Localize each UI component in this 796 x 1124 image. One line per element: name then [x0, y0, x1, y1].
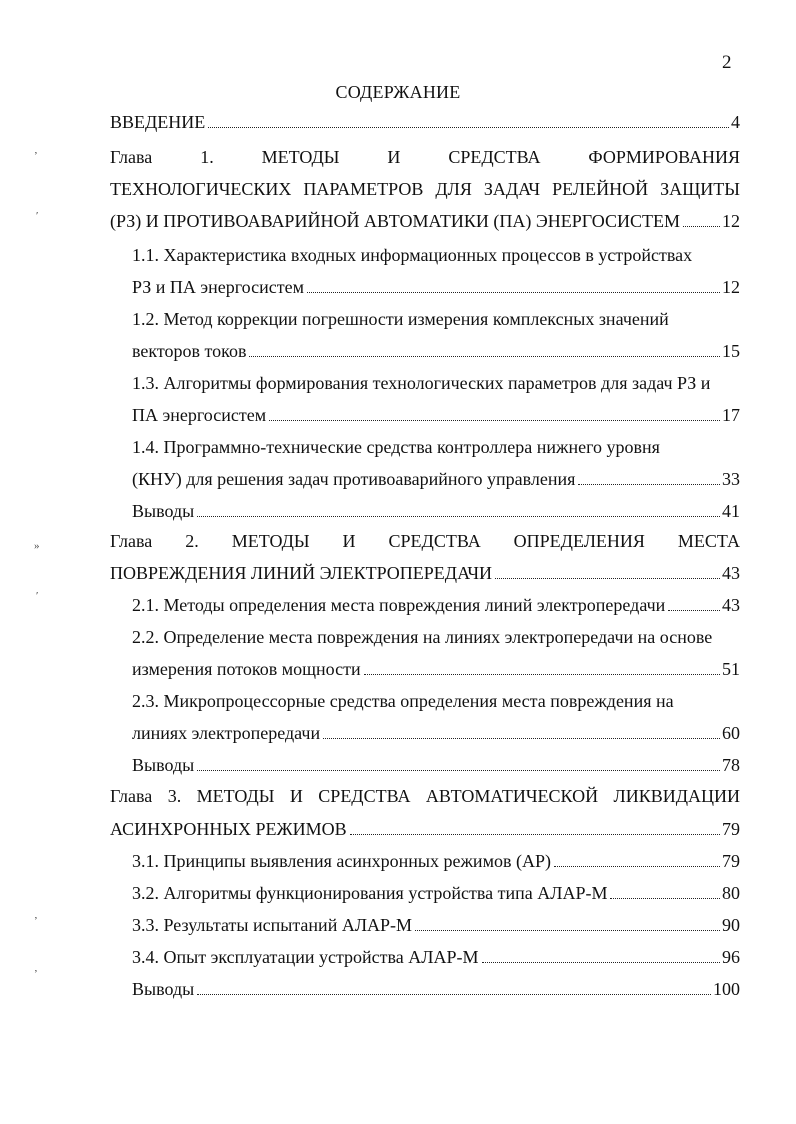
toc-chapter-3[interactable] [110, 780, 740, 846]
dot-leader [610, 898, 720, 899]
dot-leader [495, 578, 720, 579]
chapter-heading-line: ТЕХНОЛОГИЧЕСКИХ ПАРАМЕТРОВ ДЛЯ ЗАДАЧ РЕЛЕЙНОЙ ЗАЩИТЫ [110, 179, 740, 199]
chapter-heading-line: Глава 3. МЕТОДЫ И СРЕДСТВА АВТОМАТИЧЕСКОЙ ЛИКВИДАЦИИ [110, 786, 740, 806]
toc-title: СОДЕРЖАНИЕ [335, 82, 461, 102]
dot-leader [208, 127, 729, 128]
toc-conclusions-1[interactable]: Выводы 41 [132, 501, 740, 521]
chapter-heading-last-line: ПОВРЕЖДЕНИЯ ЛИНИЙ ЭЛЕКТРОПЕРЕДАЧИ 43 [110, 563, 740, 583]
dot-leader [197, 994, 711, 995]
table-of-contents [110, 112, 740, 1004]
dot-leader [350, 834, 720, 835]
toc-section-1-1[interactable]: 1.1. Характеристика входных информационных процессов в устройствах РЗ и ПА энергосистем 12 [132, 245, 740, 297]
dot-leader [415, 930, 720, 931]
toc-section-2-3[interactable]: 2.3. Микропроцессорные средства определения места повреждения на линиях электропередачи 60 [132, 691, 740, 743]
toc-conclusions-2[interactable]: Выводы 78 [132, 755, 740, 775]
dot-leader [269, 420, 720, 421]
dot-leader [197, 770, 720, 771]
toc-section-3-3[interactable]: 3.3. Результаты испытаний АЛАР-М 90 [132, 915, 740, 935]
toc-section-1-2[interactable]: 1.2. Метод коррекции погрешности измерения комплексных значений векторов токов 15 [132, 309, 740, 361]
chapter-heading-line: Глава 1. МЕТОДЫ И СРЕДСТВА ФОРМИРОВАНИЯ [110, 147, 740, 167]
toc-chapter-2[interactable] [110, 526, 740, 590]
dot-leader [578, 484, 720, 485]
toc-section-3-1[interactable]: 3.1. Принципы выявления асинхронных режимов (АР) 79 [132, 851, 740, 871]
dot-leader [364, 674, 720, 675]
dot-leader [482, 962, 720, 963]
toc-section-3-2[interactable]: 3.2. Алгоритмы функционирования устройства типа АЛАР-М 80 [132, 883, 740, 903]
toc-conclusions-3[interactable]: Выводы 100 [132, 979, 740, 999]
toc-section-1-4[interactable]: 1.4. Программно-технические средства контроллера нижнего уровня (КНУ) для решения задач противоаварийного управления 33 [132, 437, 740, 489]
toc-section-2-2[interactable]: 2.2. Определение места повреждения на линиях электропередачи на основе измерения потоков мощности 51 [132, 627, 740, 679]
dot-leader [668, 610, 720, 611]
dot-leader [197, 516, 720, 517]
toc-section-3-4[interactable]: 3.4. Опыт эксплуатации устройства АЛАР-М 96 [132, 947, 740, 967]
toc-section-1-3[interactable]: 1.3. Алгоритмы формирования технологических параметров для задач РЗ и ПА энергосистем 17 [132, 373, 740, 425]
dot-leader [554, 866, 720, 867]
toc-chapter-1[interactable] [110, 142, 740, 240]
dot-leader [307, 292, 720, 293]
toc-entry-intro[interactable]: ВВЕДЕНИЕ 4 [110, 112, 740, 132]
dot-leader [683, 226, 720, 227]
chapter-heading-line: Глава 2. МЕТОДЫ И СРЕДСТВА ОПРЕДЕЛЕНИЯ МЕСТА [110, 531, 740, 551]
page-number: 2 [722, 52, 732, 73]
toc-section-2-1[interactable]: 2.1. Методы определения места повреждения линий электропередачи 43 [132, 595, 740, 615]
dot-leader [323, 738, 720, 739]
dot-leader [249, 356, 720, 357]
chapter-heading-last-line: АСИНХРОННЫХ РЕЖИМОВ 79 [110, 819, 740, 839]
chapter-heading-last-line: (РЗ) И ПРОТИВОАВАРИЙНОЙ АВТОМАТИКИ (ПА) ЭНЕРГОСИСТЕМ 12 [110, 211, 740, 231]
